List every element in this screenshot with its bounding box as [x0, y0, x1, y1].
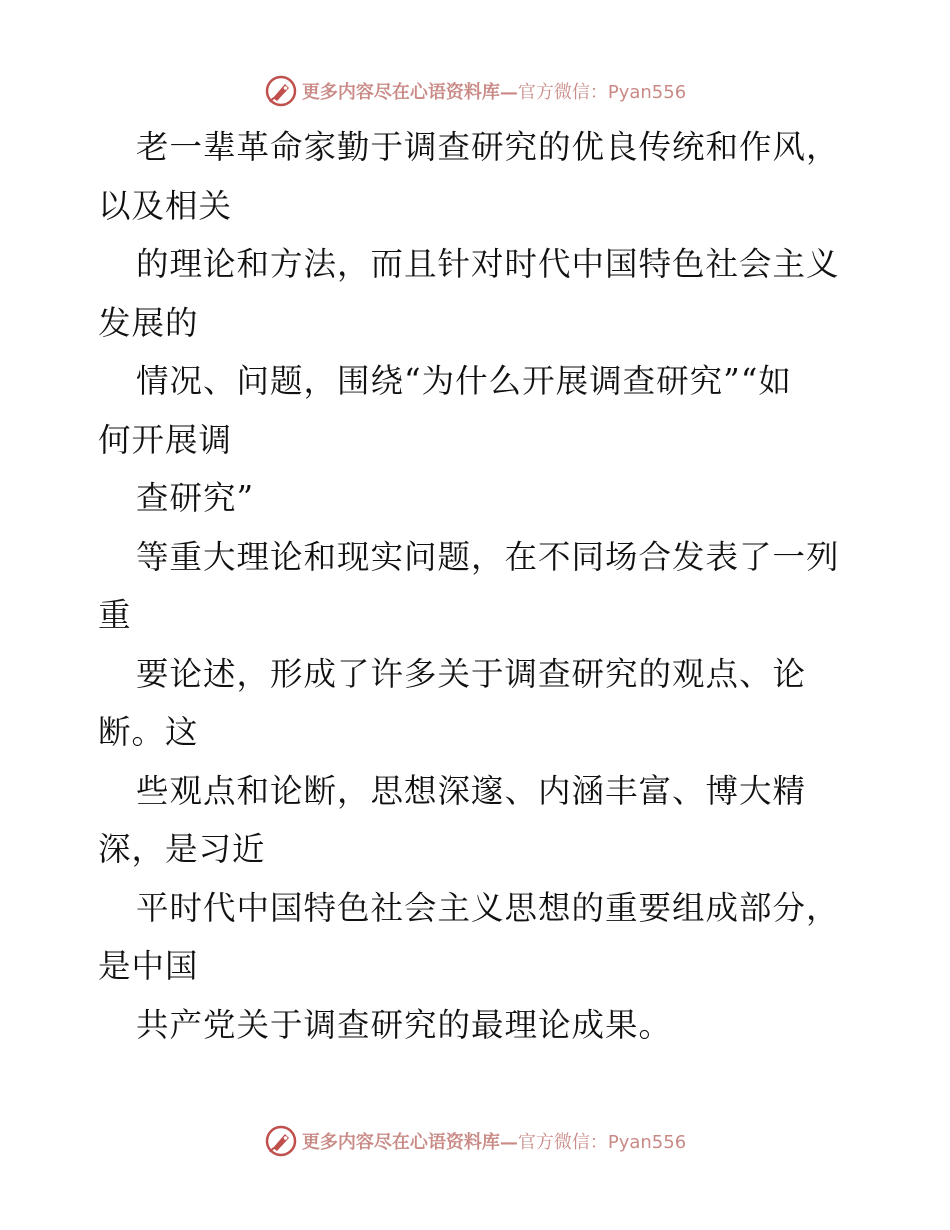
text-line: 平时代中国特色社会主义思想的重要组成部分， — [136, 888, 840, 927]
pen-nib-logo-icon — [264, 74, 298, 108]
document-body — [98, 118, 858, 1054]
text-line: 些观点和论断，思想深邃、内涵丰富、博大精 — [136, 771, 807, 810]
header-watermark — [0, 71, 950, 111]
text-line: 断。这 — [98, 713, 199, 751]
text-line: 是中国 — [98, 947, 199, 985]
text-line: 何开展调 — [98, 420, 233, 459]
watermark-text: 更多内容尽在心语资料库—官方微信：Pyan556 — [301, 82, 687, 103]
text-line: 以及相关 — [98, 186, 233, 225]
text-line: 情况、问题，围绕“为什么开展调查研究”“如 — [136, 362, 792, 400]
text-line: 重 — [98, 596, 132, 634]
footer-watermark — [0, 1121, 950, 1161]
text-line: 的理论和方法，而且针对时代中国特色社会主义 — [136, 245, 840, 283]
text-line: 等重大理论和现实问题，在不同场合发表了一列 — [136, 537, 840, 576]
pen-nib-logo-icon — [264, 1124, 298, 1158]
text-line: 深，是习近 — [98, 830, 266, 868]
text-line: 查研究” — [136, 479, 255, 517]
watermark-text: 更多内容尽在心语资料库—官方微信：Pyan556 — [301, 1132, 687, 1153]
text-line: 共产党关于调查研究的最理论成果。 — [136, 1005, 673, 1044]
text-line: 要论述，形成了许多关于调查研究的观点、论 — [136, 654, 807, 693]
text-line: 发展的 — [98, 303, 199, 342]
text-line: 老一辈革命家勤于调查研究的优良传统和作风， — [136, 128, 840, 166]
